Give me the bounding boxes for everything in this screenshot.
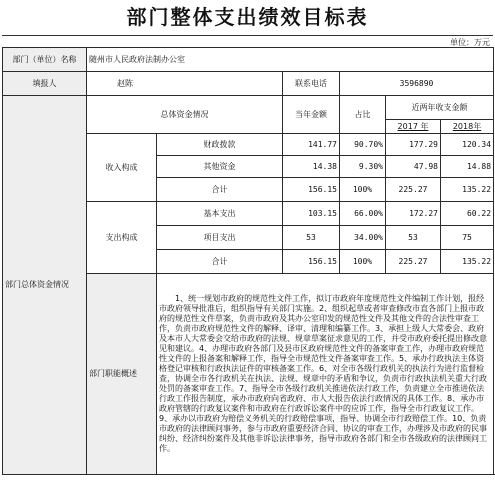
income-2018: 14.88 — [441, 156, 494, 178]
duties-text: 1、统一规划市政府的规范性文件工作，拟订市政府年度规范性文件编制工作计划，报经市政府领导批准后，组织指导有关部门实施。2、组织起草或者审查修改市直各部门上报市政府的规范性文件草案，负责市政府及其办公室印发的规范性文件及其他文件的合法性审查工作，负责市政府规范性文件的解释、译审、清理和编纂工作。3、承担上级人大常委会、政府及本市人大常委会交给市政府的法规、规章草案征求意见的工作，并受市政府委托提出修改意见和建议。4、办理市政府各部门及县市区政府规范性文件的备案审查工作，办理市政府规范性文件的上报备案和解释工作，指导全市规范性文件备案审查工作。5、承办行政执法主体资格登记审核和行政执法证件的审核备案工作。6、对全市各级行政机关的执法行为进行监督检查，协调全市各行政机关在执法、法规、规章中的矛盾和争议，负责市行政执法机关重大行政处罚的备案审查工作。7、指导全市各级行政机关推进依法行政工作，负责建立全市推进依法行政工作报告制度，承办市政府向省政府、市人大报告依法行政情况的具体工作。8、承办市政府管辖的行政复议案件和市政府在行政诉讼案件中的应诉工作，指导全市行政复议工作。9、承办以市政府为赔偿义务机关的行政赔偿事项，指导、协调全市行政赔偿工作。10、负责市政府的法律顾问事务，参与市政府重要经济合同、协议的审查工作，办理涉及市政府的民事纠纷、经济纠纷案件及其他非诉讼法律事务，指导市政府各部门和全市各级政府的法律顾问工作。 — [157, 274, 494, 475]
phone-label: 联系电话 — [283, 72, 340, 96]
expense-2018: 75 — [441, 226, 494, 250]
expense-amount: 53 — [283, 226, 340, 250]
header-current-amount: 当年金额 — [283, 96, 340, 134]
phone-value: 3596890 — [340, 72, 494, 96]
dept-name-value: 随州市人民政府法制办公室 — [87, 48, 494, 72]
income-amount: 141.77 — [283, 134, 340, 156]
header-recent-two-years: 近两年收支金额 — [386, 96, 494, 120]
income-ratio: 9.30% — [340, 156, 386, 178]
overall-fund-text: 部门总体资金情况 — [5, 280, 69, 289]
expense-label: 支出构成 — [87, 202, 157, 274]
expense-total-2018: 135.22 — [441, 250, 494, 274]
income-total-ratio: 100% — [340, 178, 386, 202]
income-2017: 177.29 — [386, 134, 441, 156]
income-item: 财政拨款 — [157, 134, 283, 156]
income-total-2017: 225.27 — [386, 178, 441, 202]
income-label: 收入构成 — [87, 134, 157, 202]
income-total-label: 合计 — [157, 178, 283, 202]
filler-label: 填报人 — [3, 72, 87, 96]
income-ratio: 90.70% — [340, 134, 386, 156]
page-title: 部门整体支出绩效目标表 — [126, 5, 369, 29]
expense-2018: 60.22 — [441, 202, 494, 226]
expense-ratio: 66.00% — [340, 202, 386, 226]
overall-fund-label — [3, 96, 87, 475]
income-amount: 14.38 — [283, 156, 340, 178]
expense-item: 基本支出 — [157, 202, 283, 226]
income-total-2018: 135.22 — [441, 178, 494, 202]
income-2018: 120.34 — [441, 134, 494, 156]
expense-item: 项目支出 — [157, 226, 283, 250]
title-divider — [2, 35, 493, 36]
unit-label: 单位：万元 — [450, 38, 490, 47]
header-fund-status: 总体资金情况 — [87, 96, 283, 134]
income-total-amount: 156.15 — [283, 178, 340, 202]
expense-ratio: 34.00% — [340, 226, 386, 250]
performance-table — [2, 47, 493, 497]
expense-total-ratio: 100% — [340, 250, 386, 274]
header-year-2017: 2017 年 — [386, 120, 441, 134]
expense-2017: 172.27 — [386, 202, 441, 226]
income-item: 其他资金 — [157, 156, 283, 178]
expense-total-amount: 156.15 — [283, 250, 340, 274]
expense-total-2017: 225.27 — [386, 250, 441, 274]
header-ratio: 占比 — [340, 96, 386, 134]
dept-name-label: 部门（单位）名称 — [3, 48, 87, 72]
filler-value: 赵陈 — [87, 72, 283, 96]
expense-amount: 103.15 — [283, 202, 340, 226]
expense-total-label: 合计 — [157, 250, 283, 274]
duties-label: 部门职能概述 — [87, 274, 157, 475]
income-2017: 47.98 — [386, 156, 441, 178]
expense-2017: 53 — [386, 226, 441, 250]
header-year-2018: 2018年 — [441, 120, 494, 134]
